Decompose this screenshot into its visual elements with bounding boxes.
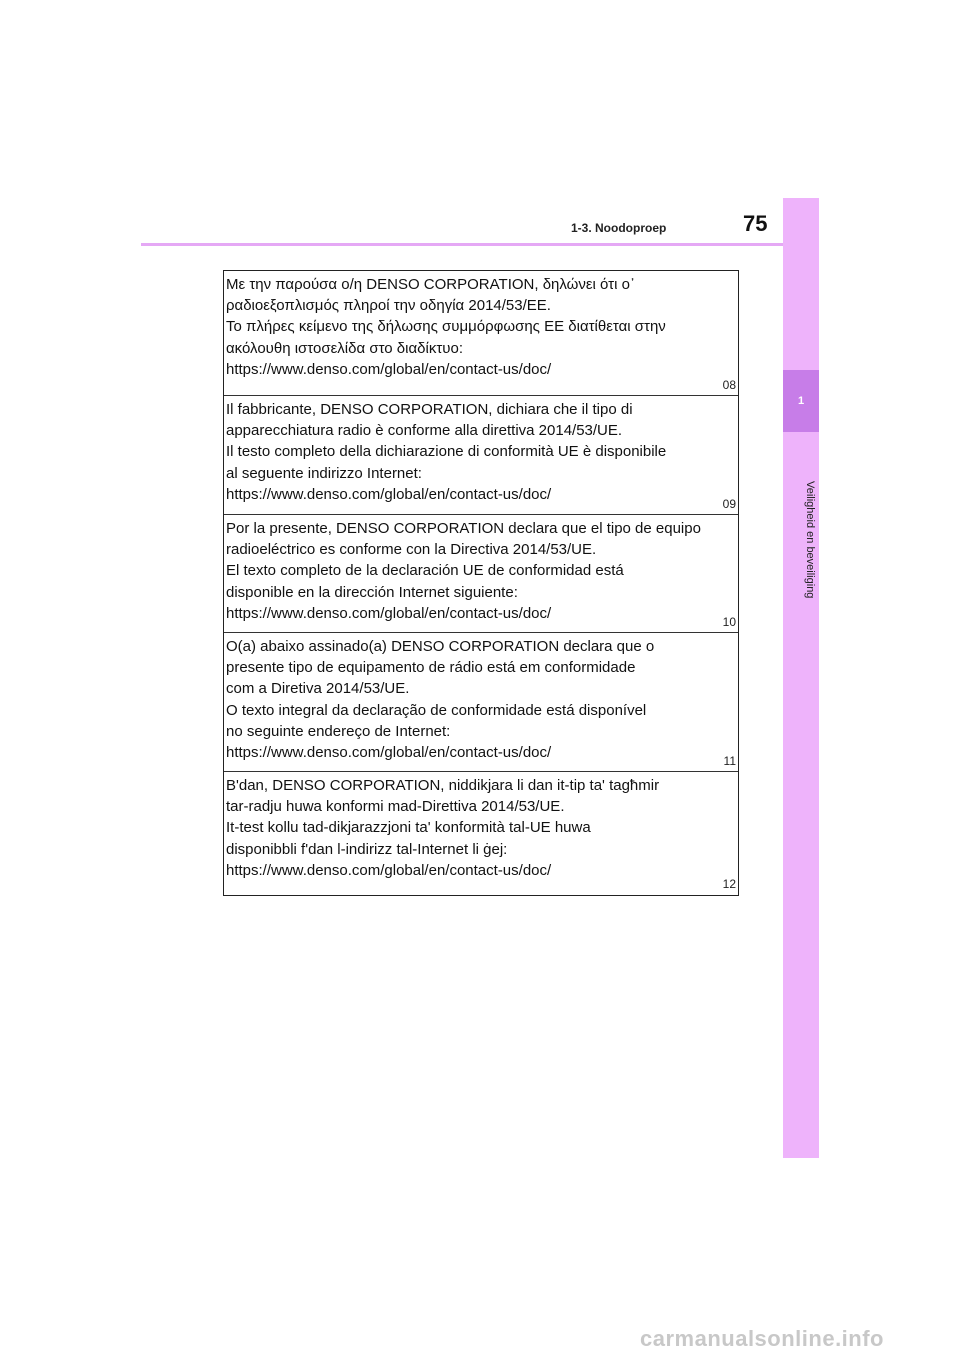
declaration-line: B'dan, DENSO CORPORATION, niddikjara li dan it-tip ta' tagħmir — [226, 777, 660, 794]
declaration-portuguese — [224, 633, 738, 772]
declaration-line: radioeléctrico es conforme con la Directiva 2014/53/UE. — [226, 541, 597, 559]
declaration-line: com a Diretiva 2014/53/UE. — [226, 680, 410, 698]
declaration-line: al seguente indirizzo Internet: — [226, 464, 422, 482]
declaration-code: 11 — [723, 754, 736, 768]
declaration-line: Por la presente, DENSO CORPORATION declara que el tipo de equipo — [226, 520, 701, 537]
declaration-line: ακόλουθη ιστοσελίδα στο διαδίκτυο: — [226, 339, 463, 357]
declaration-line: Με την παρούσα ο/η DENSO CORPORATION, δηλώνει ότι ο᾿ — [226, 276, 635, 293]
declaration-greek — [224, 271, 738, 396]
declaration-code: 09 — [722, 497, 736, 511]
declaration-line: It-test kollu tad-dikjarazzjoni ta' konformità tal-UE huwa — [226, 819, 591, 837]
declaration-line: https://www.denso.com/global/en/contact-us/doc/ — [226, 744, 552, 762]
watermark-text: carmanualsonline.info — [640, 1326, 884, 1351]
declarations-box — [223, 270, 739, 896]
declaration-code: 12 — [722, 877, 736, 891]
chapter-title: Veiligheid en beveiliging — [804, 481, 816, 599]
declaration-line: apparecchiatura radio è conforme alla direttiva 2014/53/UE. — [226, 422, 623, 440]
declaration-line: O(a) abaixo assinado(a) DENSO CORPORATION declara que o — [226, 638, 655, 655]
declaration-line: presente tipo de equipamento de rádio está em conformidade — [226, 659, 636, 677]
header-divider — [141, 243, 783, 246]
declaration-line: Il testo completo della dichiarazione di conformità UE è disponibile — [226, 443, 667, 461]
declaration-line: https://www.denso.com/global/en/contact-us/doc/ — [226, 604, 552, 622]
declaration-italian — [224, 396, 738, 515]
page-number: 75 — [743, 211, 768, 236]
declaration-line: tar-radju huwa konformi mad-Direttiva 2014/53/UE. — [226, 798, 565, 816]
chapter-number-tab: 1 — [783, 370, 819, 432]
declaration-line: no seguinte endereço de Internet: — [226, 722, 451, 740]
declaration-line: O texto integral da declaração de conformidade está disponível — [226, 701, 647, 719]
declaration-code: 10 — [722, 615, 736, 629]
declaration-line: https://www.denso.com/global/en/contact-us/doc/ — [226, 485, 552, 503]
declaration-line: disponibbli f'dan l-indirizz tal-Internet li ġej: — [226, 840, 508, 858]
declaration-code: 08 — [722, 378, 736, 392]
section-title: 1-3. Noodoproep — [571, 221, 667, 235]
declaration-line: ραδιοεξοπλισμός πληροί την οδηγία 2014/53/ΕΕ. — [226, 297, 551, 315]
declaration-line: disponible en la dirección Internet siguiente: — [226, 583, 518, 601]
declaration-line: https://www.denso.com/global/en/contact-us/doc/ — [226, 360, 552, 378]
declaration-line: El texto completo de la declaración UE de conformidad está — [226, 562, 624, 580]
chapter-side-tab — [783, 198, 819, 1158]
declaration-line: Το πλήρες κείμενο της δήλωσης συμμόρφωσης ΕΕ διατίθεται στην — [226, 318, 666, 336]
declaration-spanish — [224, 515, 738, 633]
declaration-line: https://www.denso.com/global/en/contact-us/doc/ — [226, 861, 552, 879]
declaration-line: Il fabbricante, DENSO CORPORATION, dichiara che il tipo di — [226, 401, 633, 418]
declaration-maltese — [224, 772, 738, 894]
